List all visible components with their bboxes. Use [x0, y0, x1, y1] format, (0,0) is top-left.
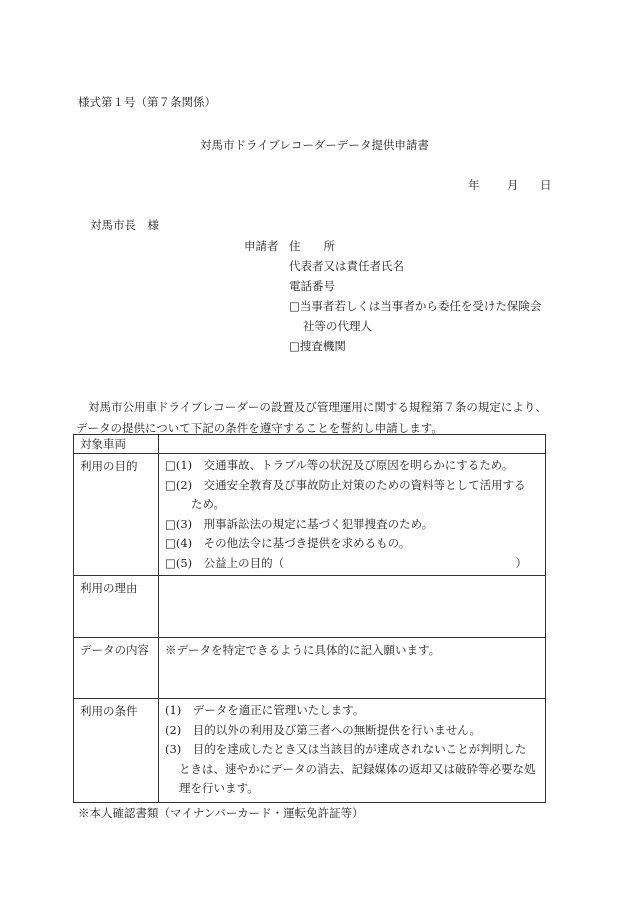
- form-number: 様式第１号（第７条関係）: [78, 95, 216, 109]
- content-note: ※データを特定できるように具体的に記入願います。: [165, 643, 441, 657]
- form-title: 対馬市ドライブレコーダーデータ提供申請書: [200, 138, 429, 152]
- condition-1: (1) データを適正に管理いたします。: [165, 703, 365, 717]
- applicant-label: 申請者: [244, 239, 279, 253]
- content-field[interactable]: [159, 638, 546, 699]
- condition-3: (3) 目的を達成したとき又は当該目的が達成されないことが判明した: [165, 742, 527, 756]
- purpose-option-1[interactable]: □(1) 交通事故、トラブル等の状況及び原因を明らかにするため。: [165, 458, 514, 472]
- investigation-agency-checkbox[interactable]: □捜査機関: [289, 339, 346, 353]
- purpose-option-2[interactable]: □(2) 交通安全教育及び事故防止対策のための資料等として活用する: [165, 477, 526, 492]
- insurer-agent-label-cont: 社等の代理人: [303, 319, 372, 333]
- date-month-label: 月: [507, 178, 519, 192]
- applicant-name-label: 代表者又は責任者氏名: [289, 259, 404, 273]
- id-document-note: ※本人確認書類（マイナンバーカード・運転免許証等）: [78, 806, 364, 820]
- row-content: [74, 638, 546, 699]
- intro-line-2: データの提供について下記の条件を遵守することを誓約し申請します。: [76, 421, 443, 435]
- conditions-field: [159, 699, 546, 803]
- purpose-option-5[interactable]: □(5) 公益上の目的（: [165, 555, 285, 570]
- reason-field[interactable]: [159, 576, 546, 638]
- row-conditions: [74, 699, 546, 803]
- addressee: 対馬市長 様: [90, 218, 159, 232]
- row-purpose: [74, 454, 546, 576]
- insurer-agent-checkbox[interactable]: □当事者若しくは当事者から委任を受けた保険会: [289, 299, 542, 313]
- condition-2: (2) 目的以外の利用及び第三者への無断提供を行いません。: [165, 722, 481, 737]
- condition-3-cont-2: 理を行います。: [179, 781, 259, 795]
- applicant-address-label: 住 所: [289, 239, 335, 253]
- row-reason: [74, 576, 546, 638]
- purpose-label: 利用の目的: [74, 454, 159, 576]
- conditions-label: 利用の条件: [74, 699, 159, 803]
- vehicle-field[interactable]: [159, 435, 546, 454]
- purpose-option-3[interactable]: □(3) 刑事訴訟法の規定に基づく犯罪捜査のため。: [165, 516, 434, 531]
- purpose-option-5-row: [165, 554, 541, 574]
- date-year-label: 年: [468, 178, 480, 192]
- purpose-option-2-cont: ため。: [191, 497, 226, 511]
- condition-3-cont-1: ときは、速やかにデータの消去、記録媒体の返却又は破砕等必要な処: [179, 761, 536, 776]
- date-day-label: 日: [540, 178, 552, 192]
- vehicle-label: 対象車両: [74, 435, 159, 454]
- intro-paragraph: [76, 397, 556, 439]
- intro-line-1: 対馬市公用車ドライブレコーダーの設置及び管理運用に関する規程第７条の規定により、: [88, 400, 547, 414]
- applicant-phone-label: 電話番号: [289, 279, 335, 293]
- row-vehicle: [74, 435, 546, 454]
- purpose-field: [159, 454, 546, 576]
- content-label: データの内容: [74, 638, 159, 699]
- purpose-option-5-close-paren: ）: [515, 555, 527, 570]
- application-table: [73, 434, 546, 803]
- reason-label: 利用の理由: [74, 576, 159, 638]
- purpose-option-4[interactable]: □(4) その他法令に基づき提供を求めるもの。: [165, 536, 411, 550]
